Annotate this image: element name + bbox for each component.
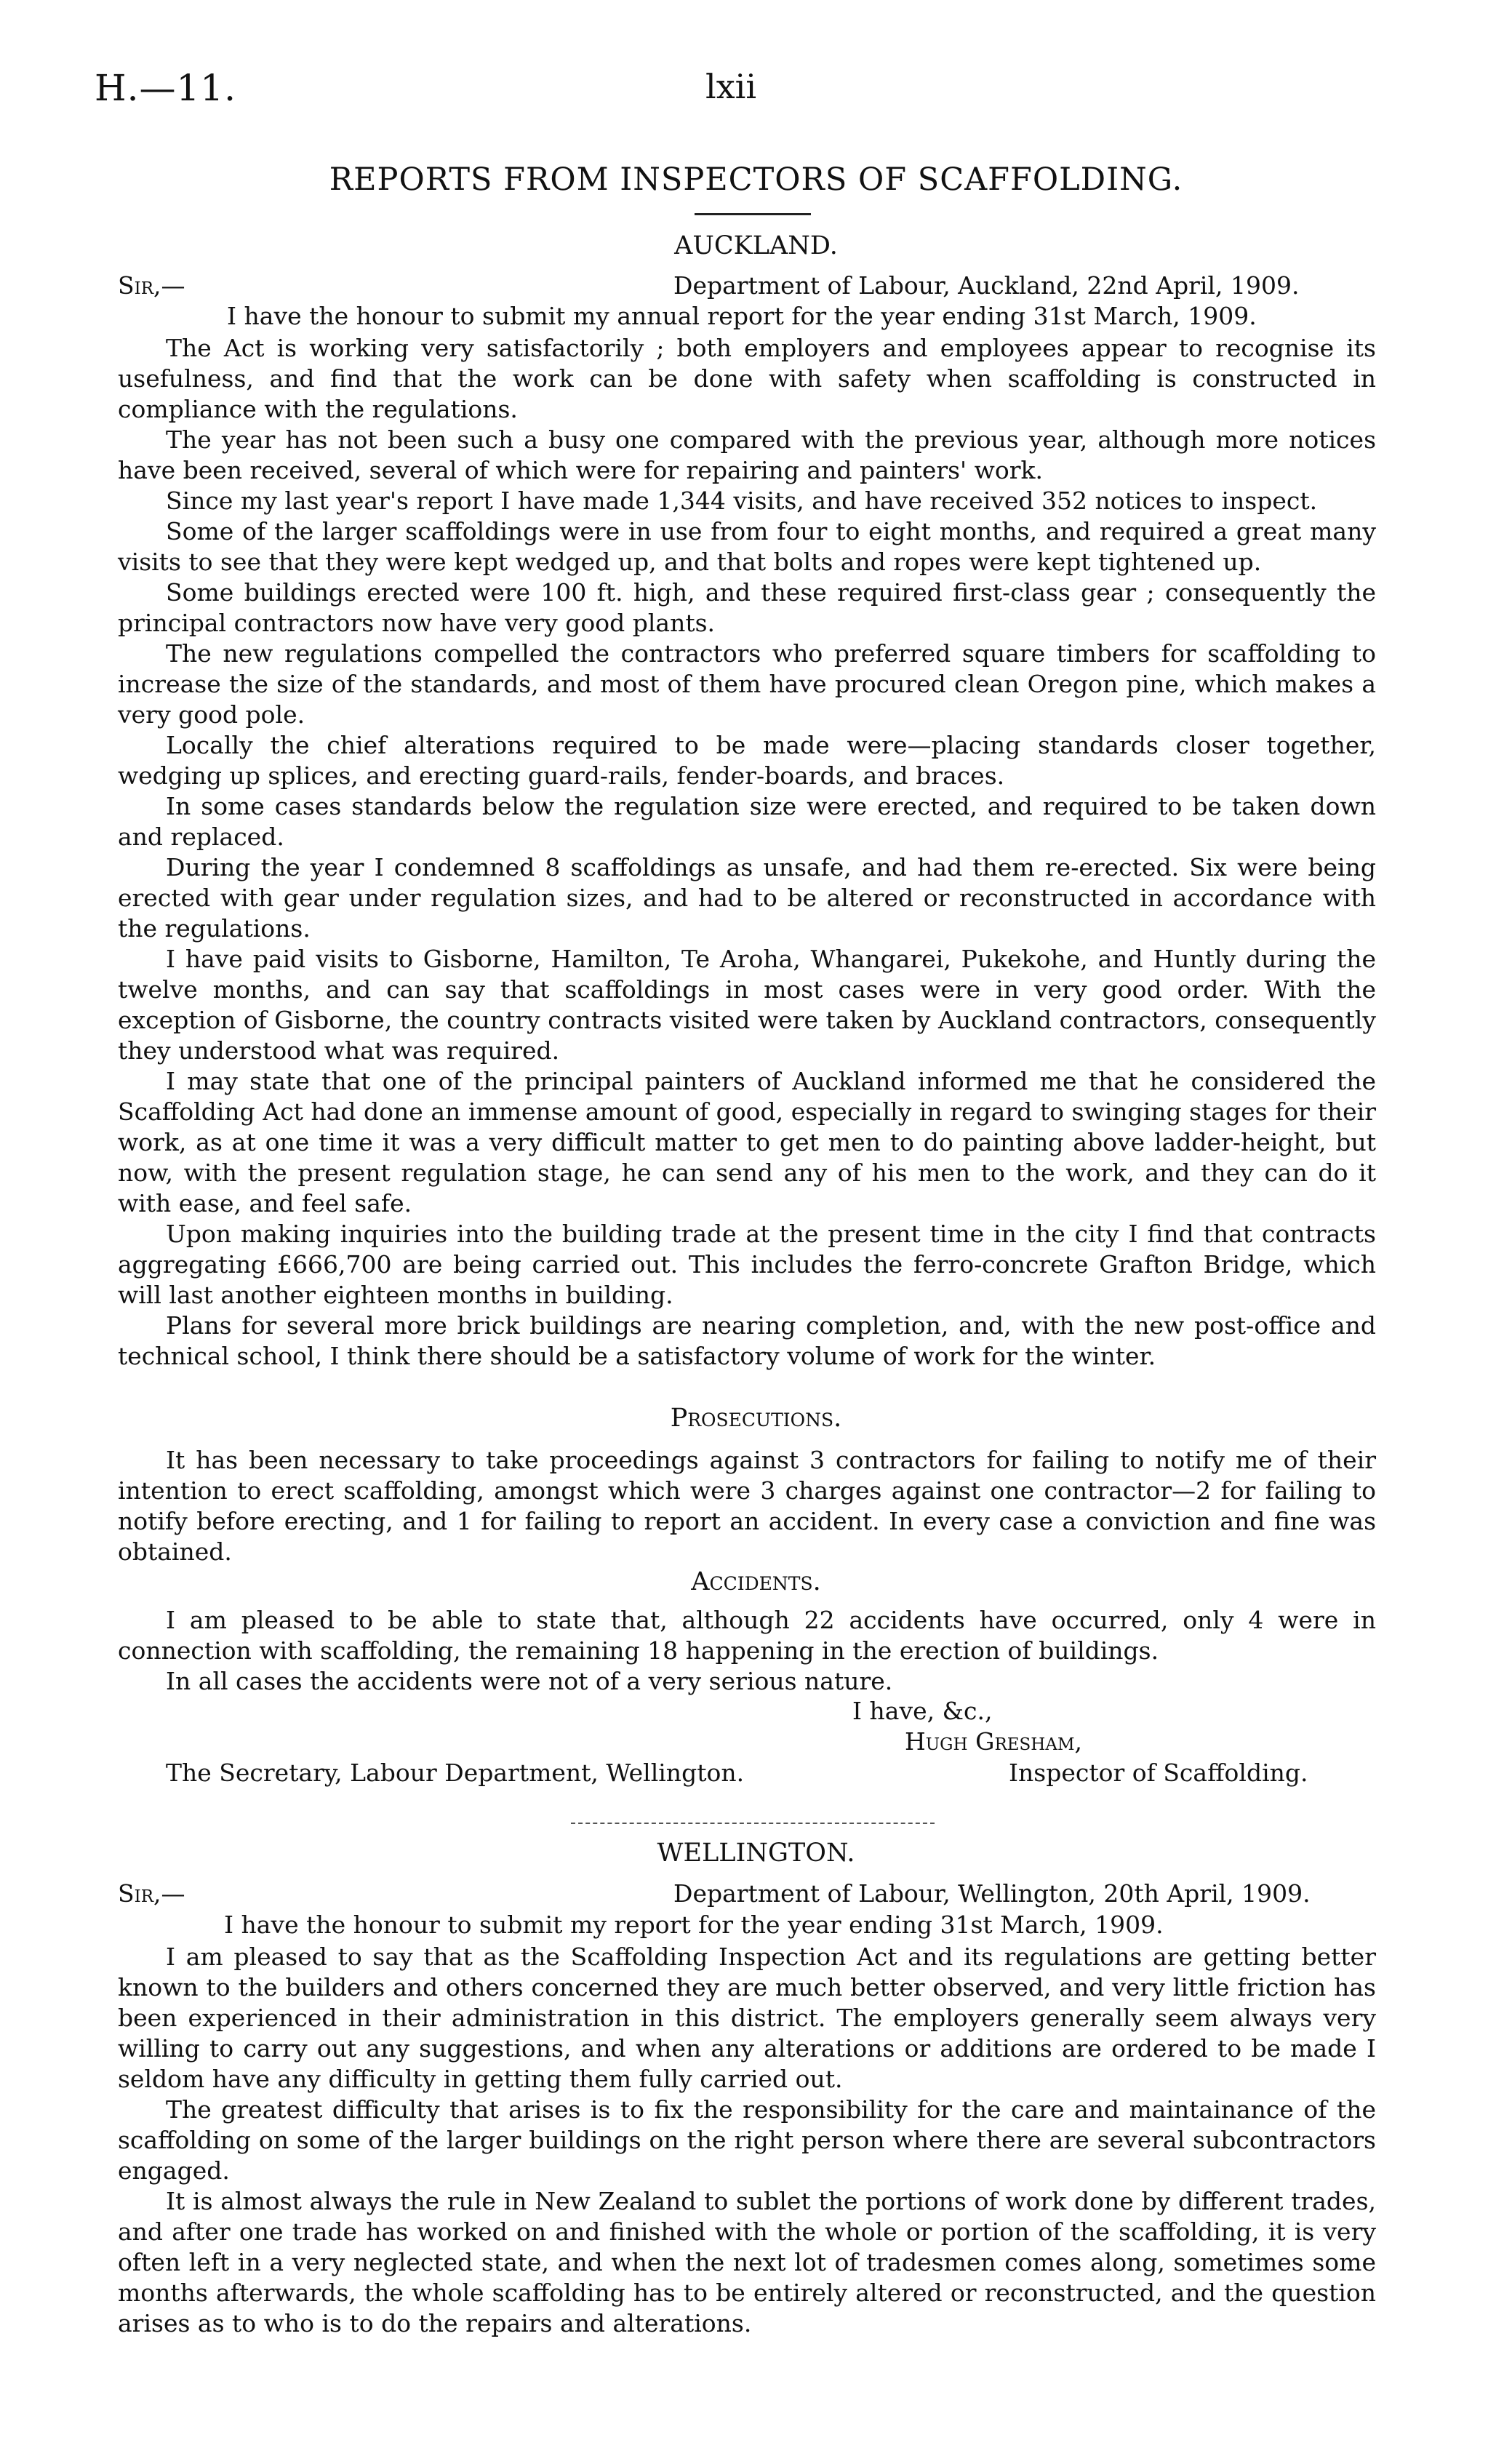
section-divider	[571, 1823, 935, 1824]
auckland-paragraph: During the year I condemned 8 scaffoldings as unsafe, and had them re-erected. Six were being erected with gear under regulation sizes, and had to be altered or reconstructed in accordance with the regulations.	[118, 853, 1376, 943]
auckland-body	[118, 333, 1376, 1372]
wellington-paragraph: The greatest difficulty that arises is to fix the responsibility for the care and maintainance of the scaffolding on some of the larger buildings on the right person where there are several subcontractors engaged.	[118, 2095, 1376, 2185]
accidents-paragraph: I am pleased to be able to state that, although 22 accidents have occurred, only 4 were in connection with scaffolding, the remaining 18 happening in the erection of buildings.	[118, 1606, 1376, 1665]
page-title: REPORTS FROM INSPECTORS OF SCAFFOLDING.	[329, 161, 1183, 198]
wellington-intro: I have the honour to submit my report for the year ending 31st March, 1909.	[224, 1911, 1164, 1939]
page-number: lxii	[705, 67, 757, 106]
auckland-heading: AUCKLAND.	[674, 231, 838, 260]
auckland-paragraph: Locally the chief alterations required to be made were—placing standards closer together, wedging up splices, and erecting guard-rails, fender-boards, and braces.	[118, 731, 1376, 790]
prosecutions-paragraph: It has been necessary to take proceedings against 3 contractors for failing to notify me of their intention to erect scaffolding, amongst which were 3 charges against one contractor—2 for failing to notify before erecting, and 1 for failing to report an accident. In every case a conviction and fine was obtained.	[118, 1446, 1376, 1566]
auckland-paragraph: I have paid visits to Gisborne, Hamilton, Te Aroha, Whangarei, Pukekohe, and Huntly during the twelve months, and can say that scaffoldings in most cases were in very good order. With the exception of Gisborne, the country contracts visited were taken by Auckland contractors, consequently they understood what was required.	[118, 945, 1376, 1065]
addressee: The Secretary, Labour Department, Wellington.	[166, 1759, 745, 1787]
accidents-heading: Accidents.	[691, 1567, 821, 1596]
auckland-paragraph: The new regulations compelled the contractors who preferred square timbers for scaffolding to increase the size of the standards, and most of them have procured clean Oregon pine, which makes a very good pole.	[118, 639, 1376, 729]
wellington-dateline: Department of Labour, Wellington, 20th April, 1909.	[673, 1879, 1311, 1908]
auckland-paragraph: Since my last year's report I have made 1,344 visits, and have received 352 notices to inspect.	[166, 487, 1318, 515]
wellington-paragraph: It is almost always the rule in New Zealand to sublet the portions of work done by different trades, and after one trade has worked on and finished with the whole or portion of the scaffolding, it is very often left in a very neglected state, and when the next lot of tradesmen comes along, sometimes some months afterwards, the whole scaffolding has to be entirely altered or reconstructed, and the question arises as to who is to do the repairs and alterations.	[118, 2187, 1376, 2337]
signature-name: Hugh Gresham,	[905, 1727, 1083, 1756]
auckland-paragraph: The year has not been such a busy one compared with the previous year, although more notices have been received, several of which were for repairing and painters' work.	[118, 425, 1376, 484]
auckland-paragraph: Plans for several more brick buildings are nearing completion, and, with the new post-office and technical school, I think there should be a satisfactory volume of work for the winter.	[118, 1311, 1376, 1370]
signature-title: Inspector of Scaffolding.	[1009, 1759, 1308, 1787]
auckland-intro: I have the honour to submit my annual report for the year ending 31st March, 1909.	[227, 302, 1257, 330]
prosecutions-body	[118, 1445, 1376, 1567]
auckland-dateline: Department of Labour, Auckland, 22nd April, 1909.	[673, 271, 1300, 300]
wellington-heading: WELLINGTON.	[657, 1839, 855, 1868]
closing-line: I have, &c.,	[852, 1697, 993, 1725]
wellington-paragraph: I am pleased to say that as the Scaffolding Inspection Act and its regulations are getting better known to the builders and others concerned they are much better observed, and very little friction has been experienced in their administration in this district. The employers generally seem always very willing to carry out any suggestions, and when any alterations or additions are ordered to be made I seldom have any difficulty in getting them fully carried out.	[118, 1943, 1376, 2093]
wellington-salutation: Sir,—	[118, 1879, 185, 1908]
auckland-paragraph: I may state that one of the principal painters of Auckland informed me that he considered the Scaffolding Act had done an immense amount of good, especially in regard to swinging stages for their work, as at one time it was a very difficult matter to get men to do painting above ladder-height, but now, with the present regulation stage, he can send any of his men to the work, and they can do it with ease, and feel safe.	[118, 1067, 1376, 1217]
page-code: H.—11.	[95, 67, 237, 109]
auckland-salutation: Sir,—	[118, 271, 185, 300]
auckland-paragraph: Upon making inquiries into the building trade at the present time in the city I find that contracts aggregating £666,700 are being carried out. This includes the ferro-concrete Grafton Bridge, which will last another eighteen months in building.	[118, 1220, 1376, 1309]
auckland-paragraph: In some cases standards below the regulation size were erected, and required to be taken down and replaced.	[118, 792, 1376, 851]
title-rule	[695, 213, 811, 215]
accidents-body	[118, 1605, 1376, 1697]
auckland-paragraph: Some buildings erected were 100 ft. high, and these required first-class gear ; consequently the principal contractors now have very good plants.	[118, 578, 1376, 637]
wellington-body	[118, 1942, 1376, 2339]
auckland-paragraph: The Act is working very satisfactorily ; both employers and employees appear to recognise its usefulness, and find that the work can be done with safety when scaffolding is constructed in compliance with the regulations.	[118, 334, 1376, 423]
auckland-paragraph: Some of the larger scaffoldings were in use from four to eight months, and required a great many visits to see that they were kept wedged up, and that bolts and ropes were kept tightened up.	[118, 517, 1376, 576]
accidents-paragraph: In all cases the accidents were not of a very serious nature.	[166, 1667, 893, 1695]
prosecutions-heading: Prosecutions.	[670, 1404, 842, 1433]
